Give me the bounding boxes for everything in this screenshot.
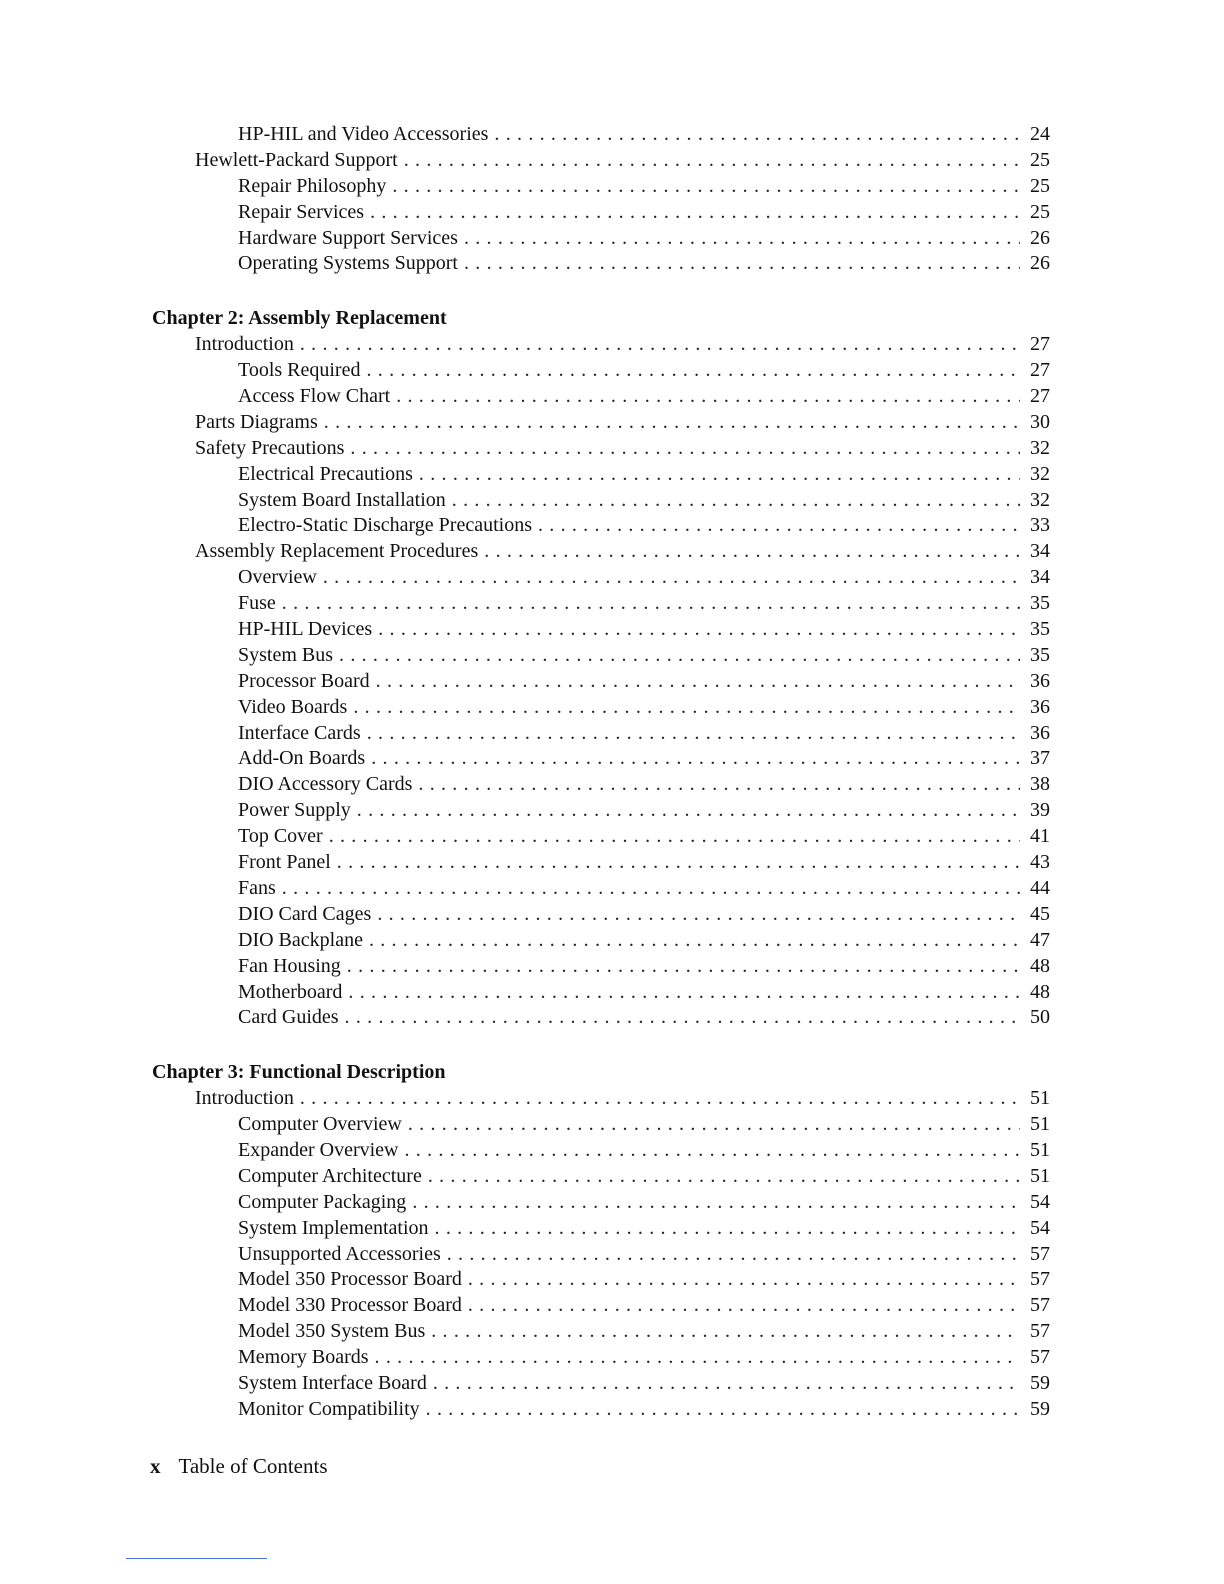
toc-entry-page: 57 — [1030, 1320, 1050, 1343]
toc-entry[interactable] — [152, 876, 1050, 902]
toc-dot-leader — [347, 954, 1020, 980]
toc-entry[interactable] — [152, 226, 1050, 252]
toc-dot-leader — [357, 798, 1020, 824]
toc-entry[interactable] — [152, 1345, 1050, 1371]
toc-entry-page: 47 — [1030, 928, 1050, 951]
toc-dot-leader — [370, 200, 1020, 226]
toc-dot-leader — [468, 1267, 1020, 1293]
toc-entry[interactable] — [152, 1164, 1050, 1190]
toc-entry-title: Safety Precautions — [195, 436, 345, 459]
toc-entry-page: 24 — [1030, 123, 1050, 145]
toc-dot-leader — [378, 617, 1020, 643]
toc-entry-page: 57 — [1030, 1294, 1050, 1317]
toc-entry-page: 43 — [1030, 851, 1050, 874]
toc-dot-leader — [468, 1293, 1020, 1319]
toc-dot-leader — [353, 695, 1020, 721]
toc-entry-title: Fuse — [238, 592, 276, 615]
toc-dot-leader — [433, 1371, 1020, 1397]
toc-entry-page: 32 — [1030, 436, 1050, 459]
toc-dot-leader — [452, 488, 1020, 514]
toc-entry-page: 48 — [1030, 980, 1050, 1003]
footer-label: Table of Contents — [178, 1454, 328, 1478]
toc-entry-page: 27 — [1030, 385, 1050, 408]
toc-entry-page: 35 — [1030, 643, 1050, 666]
toc-entry-title: Power Supply — [238, 799, 351, 822]
toc-entry[interactable] — [152, 332, 1050, 358]
toc-entry[interactable] — [152, 1319, 1050, 1345]
toc-entry-title: System Bus — [238, 643, 334, 666]
toc-entry[interactable] — [152, 824, 1050, 850]
chapter-2-heading[interactable]: Chapter 2: Assembly Replacement — [152, 307, 447, 330]
toc-entry-title: HP-HIL and Video Accessories — [238, 123, 489, 145]
page-footer — [150, 1454, 328, 1479]
toc-dot-leader — [392, 174, 1020, 200]
toc-dot-leader — [282, 591, 1020, 617]
toc-entry-page: 34 — [1030, 566, 1050, 589]
toc-entry[interactable] — [152, 721, 1050, 747]
toc-entry[interactable] — [152, 1086, 1050, 1112]
toc-entry[interactable] — [152, 1190, 1050, 1216]
toc-entry-page: 54 — [1030, 1190, 1050, 1213]
toc-entry-title: Processor Board — [238, 669, 370, 692]
toc-dot-leader — [538, 513, 1020, 539]
toc-entry[interactable] — [152, 1293, 1050, 1319]
toc-entry[interactable] — [152, 174, 1050, 200]
toc-entry-title: Memory Boards — [238, 1346, 369, 1369]
toc-dot-leader — [408, 1112, 1020, 1138]
toc-dot-leader — [418, 772, 1020, 798]
toc-entry-title: Overview — [238, 566, 317, 589]
toc-entry-title: Fan Housing — [238, 954, 341, 977]
toc-entry-page: 41 — [1030, 825, 1050, 848]
toc-dot-leader — [339, 643, 1020, 669]
toc-entry-title: DIO Accessory Cards — [238, 773, 413, 796]
toc-entry-page: 33 — [1030, 514, 1050, 537]
toc-dot-leader — [371, 746, 1020, 772]
toc-entry-title: Assembly Replacement Procedures — [195, 540, 479, 563]
toc-entry-page: 36 — [1030, 669, 1050, 692]
toc-entry-title: Model 350 Processor Board — [238, 1268, 462, 1291]
toc-dot-leader — [348, 980, 1020, 1006]
toc-entry-title: Top Cover — [238, 825, 323, 848]
toc-entry-title: System Implementation — [238, 1216, 429, 1239]
toc-entry-page: 30 — [1030, 410, 1050, 433]
toc-entry-title: Tools Required — [238, 359, 361, 382]
toc-entry-page: 32 — [1030, 488, 1050, 511]
toc-entry-page: 35 — [1030, 592, 1050, 615]
toc-entry-title: Front Panel — [238, 851, 331, 874]
toc-dot-leader — [345, 1005, 1020, 1031]
toc-entry-title: Repair Philosophy — [238, 174, 387, 197]
toc-entry[interactable] — [152, 1397, 1050, 1423]
toc-dot-leader — [367, 721, 1020, 747]
chapter-3-heading[interactable]: Chapter 3: Functional Description — [152, 1061, 446, 1084]
toc-entry[interactable] — [152, 1005, 1050, 1031]
toc-entry[interactable] — [152, 902, 1050, 928]
toc-entry-page: 50 — [1030, 1006, 1050, 1029]
toc-entry-title: System Board Installation — [238, 488, 446, 511]
toc-entry[interactable] — [152, 1112, 1050, 1138]
toc-entry-title: Introduction — [195, 1087, 294, 1110]
toc-entry-title: Parts Diagrams — [195, 410, 318, 433]
toc-entry-title: Electrical Precautions — [238, 462, 413, 485]
toc-dot-leader — [494, 122, 1020, 148]
toc-dot-leader — [369, 928, 1020, 954]
toc-entry[interactable] — [152, 1371, 1050, 1397]
toc-entry-page: 27 — [1030, 359, 1050, 382]
toc-entry[interactable] — [152, 462, 1050, 488]
table-of-contents — [152, 122, 1050, 1423]
toc-entry-page: 38 — [1030, 773, 1050, 796]
toc-dot-leader — [366, 358, 1020, 384]
toc-entry-page: 54 — [1030, 1216, 1050, 1239]
footer-page-number: x — [150, 1454, 161, 1478]
toc-dot-leader — [447, 1242, 1020, 1268]
toc-entry[interactable] — [152, 1138, 1050, 1164]
toc-entry-title: Card Guides — [238, 1006, 339, 1029]
toc-entry-page: 51 — [1030, 1164, 1050, 1187]
toc-entry-title: Motherboard — [238, 980, 343, 1003]
toc-entry[interactable] — [152, 928, 1050, 954]
toc-entry-title: Introduction — [195, 333, 294, 356]
toc-entry-page: 44 — [1030, 876, 1050, 899]
toc-entry-page: 59 — [1030, 1397, 1050, 1420]
toc-dot-leader — [337, 850, 1020, 876]
toc-entry-title: Interface Cards — [238, 721, 361, 744]
toc-entry-page: 36 — [1030, 695, 1050, 718]
toc-entry-page: 51 — [1030, 1087, 1050, 1110]
toc-entry-title: Video Boards — [238, 695, 348, 718]
toc-dot-leader — [405, 1138, 1021, 1164]
toc-chapter-2-entries — [152, 332, 1050, 1031]
toc-entry-page: 45 — [1030, 902, 1050, 925]
toc-entry-title: Model 330 Processor Board — [238, 1294, 462, 1317]
toc-entry-page: 57 — [1030, 1242, 1050, 1265]
toc-entry[interactable] — [152, 850, 1050, 876]
toc-entry-title: Computer Packaging — [238, 1190, 407, 1213]
toc-entry[interactable] — [152, 384, 1050, 410]
toc-entry[interactable] — [152, 669, 1050, 695]
toc-entry[interactable] — [152, 122, 1050, 148]
toc-entry-title: Add-On Boards — [238, 747, 366, 770]
toc-dot-leader — [377, 902, 1020, 928]
toc-entry[interactable] — [152, 798, 1050, 824]
toc-entry[interactable] — [152, 954, 1050, 980]
toc-entry-page: 26 — [1030, 252, 1050, 275]
toc-dot-leader — [323, 565, 1020, 591]
toc-entry[interactable] — [152, 1267, 1050, 1293]
toc-dot-leader — [376, 669, 1020, 695]
toc-chapter-3-entries — [152, 1086, 1050, 1423]
toc-entry[interactable] — [152, 980, 1050, 1006]
toc-dot-leader — [324, 410, 1020, 436]
toc-entry-title: Hewlett-Packard Support — [195, 148, 398, 171]
toc-entry-page: 57 — [1030, 1268, 1050, 1291]
toc-entry-page: 59 — [1030, 1371, 1050, 1394]
toc-dot-leader — [484, 539, 1020, 565]
toc-entry[interactable] — [152, 358, 1050, 384]
toc-entry-page: 57 — [1030, 1346, 1050, 1369]
footer-rule — [126, 1558, 267, 1559]
toc-entry-title: Unsupported Accessories — [238, 1242, 441, 1265]
toc-dot-leader — [350, 436, 1020, 462]
toc-entry-title: Electro-Static Discharge Precautions — [238, 514, 532, 537]
toc-dot-leader — [464, 226, 1020, 252]
toc-dot-leader — [435, 1216, 1020, 1242]
toc-entry[interactable] — [152, 251, 1050, 277]
toc-entry-page: 26 — [1030, 226, 1050, 249]
toc-entry[interactable] — [152, 695, 1050, 721]
toc-entry-page: 48 — [1030, 954, 1050, 977]
toc-entry-page: 35 — [1030, 618, 1050, 641]
toc-entry[interactable] — [152, 591, 1050, 617]
toc-entry[interactable] — [152, 148, 1050, 174]
toc-entry-page: 37 — [1030, 747, 1050, 770]
toc-dot-leader — [426, 1397, 1020, 1423]
toc-entry-title: Computer Overview — [238, 1113, 402, 1136]
toc-dot-leader — [375, 1345, 1020, 1371]
toc-entry-title: Operating Systems Support — [238, 252, 458, 275]
toc-entry-title: Access Flow Chart — [238, 385, 391, 408]
toc-dot-leader — [412, 1190, 1020, 1216]
toc-entry-page: 25 — [1030, 148, 1050, 171]
toc-entry-title: DIO Card Cages — [238, 902, 372, 925]
toc-entry-page: 25 — [1030, 174, 1050, 197]
toc-section-continued — [152, 122, 1050, 277]
toc-entry[interactable] — [152, 643, 1050, 669]
toc-entry[interactable] — [152, 617, 1050, 643]
toc-entry-page: 36 — [1030, 721, 1050, 744]
toc-entry[interactable] — [152, 410, 1050, 436]
toc-dot-leader — [464, 251, 1020, 277]
toc-entry-title: DIO Backplane — [238, 928, 363, 951]
toc-entry-title: Expander Overview — [238, 1138, 399, 1161]
toc-entry[interactable] — [152, 539, 1050, 565]
toc-dot-leader — [300, 332, 1020, 358]
toc-entry-title: HP-HIL Devices — [238, 618, 373, 641]
toc-entry[interactable] — [152, 1242, 1050, 1268]
toc-dot-leader — [428, 1164, 1020, 1190]
toc-entry-page: 51 — [1030, 1138, 1050, 1161]
toc-entry[interactable] — [152, 513, 1050, 539]
toc-entry-title: System Interface Board — [238, 1371, 427, 1394]
toc-entry[interactable] — [152, 200, 1050, 226]
toc-entry-page: 25 — [1030, 200, 1050, 223]
toc-entry-page: 51 — [1030, 1113, 1050, 1136]
toc-dot-leader — [419, 462, 1020, 488]
toc-entry-title: Model 350 System Bus — [238, 1320, 426, 1343]
toc-entry-title: Monitor Compatibility — [238, 1397, 420, 1420]
toc-dot-leader — [282, 876, 1020, 902]
toc-dot-leader — [396, 384, 1020, 410]
toc-dot-leader — [329, 824, 1020, 850]
toc-entry-page: 27 — [1030, 333, 1050, 356]
toc-entry-page: 39 — [1030, 799, 1050, 822]
toc-entry[interactable] — [152, 1216, 1050, 1242]
toc-entry-page: 32 — [1030, 462, 1050, 485]
toc-entry[interactable] — [152, 488, 1050, 514]
toc-dot-leader — [431, 1319, 1020, 1345]
toc-entry-page: 34 — [1030, 540, 1050, 563]
toc-entry-title: Fans — [238, 876, 276, 899]
toc-entry-title: Repair Services — [238, 200, 365, 223]
toc-dot-leader — [300, 1086, 1020, 1112]
toc-entry-title: Hardware Support Services — [238, 226, 458, 249]
toc-entry[interactable] — [152, 565, 1050, 591]
toc-dot-leader — [404, 148, 1020, 174]
toc-entry-title: Computer Architecture — [238, 1164, 422, 1187]
toc-entry[interactable] — [152, 746, 1050, 772]
toc-entry[interactable] — [152, 436, 1050, 462]
toc-entry[interactable] — [152, 772, 1050, 798]
